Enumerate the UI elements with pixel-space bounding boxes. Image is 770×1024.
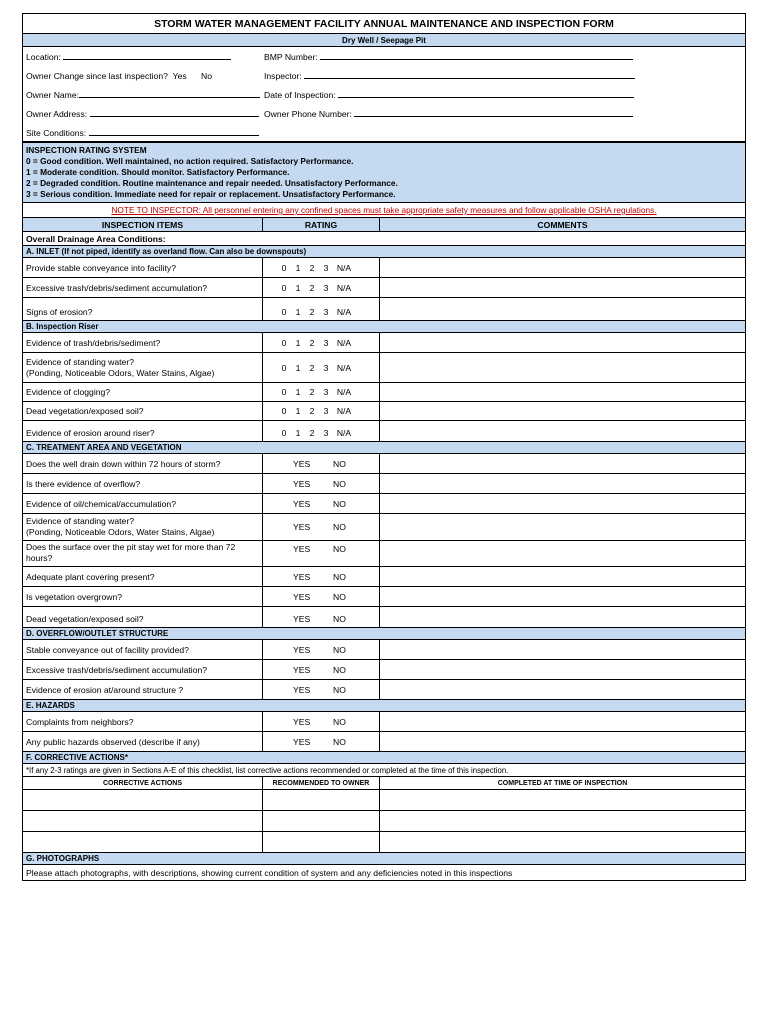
table-row <box>23 660 745 680</box>
item-label-line2: hours? <box>26 553 53 563</box>
no-option[interactable]: NO <box>333 522 346 532</box>
item-label: Provide stable conveyance into facility? <box>23 258 263 277</box>
owner-address-label: Owner Address: <box>26 109 88 119</box>
rating-selector[interactable] <box>263 421 380 441</box>
rating-1[interactable]: 1 <box>295 406 301 416</box>
no-option[interactable]: NO <box>333 458 346 469</box>
item-label: Evidence of erosion around riser? <box>23 421 263 441</box>
table-header <box>23 218 745 232</box>
no-option[interactable]: NO <box>333 736 346 747</box>
table-row <box>23 514 745 541</box>
item-label: Dead vegetation/exposed soil? <box>23 402 263 420</box>
owner-name-label: Owner Name: <box>26 90 80 100</box>
completed-cell[interactable] <box>380 832 745 852</box>
item-label: Dead vegetation/exposed soil? <box>23 607 263 627</box>
rating-0[interactable]: 0 <box>281 337 287 348</box>
header-completed: COMPLETED AT TIME OF INSPECTION <box>497 779 628 787</box>
rating-0-desc: 0 = Good condition. Well maintained, no action required. Satisfactory Performance. <box>26 156 354 166</box>
recommended-cell[interactable] <box>263 811 380 831</box>
yes-option[interactable]: YES <box>293 684 311 695</box>
table-row <box>23 353 745 383</box>
no-option[interactable]: NO <box>333 478 346 489</box>
rating-selector[interactable] <box>263 278 380 297</box>
comments-cell[interactable] <box>380 660 745 679</box>
yes-no-selector[interactable] <box>263 680 380 699</box>
comments-cell[interactable] <box>380 712 745 731</box>
item-label: Evidence of oil/chemical/accumulation? <box>23 494 263 513</box>
owner-change-yes[interactable]: Yes <box>172 70 187 81</box>
rating-1[interactable]: 1 <box>295 262 301 273</box>
rating-na[interactable]: N/A <box>336 428 352 438</box>
table-row <box>23 402 745 421</box>
corrective-action-row <box>23 790 745 811</box>
section-e-heading: E. HAZARDS <box>23 700 745 712</box>
rating-3[interactable]: 3 <box>323 406 329 416</box>
item-label: Is there evidence of overflow? <box>23 474 263 493</box>
yes-option[interactable]: YES <box>293 498 311 509</box>
rating-3[interactable]: 3 <box>323 387 329 397</box>
rating-2[interactable]: 2 <box>309 362 315 373</box>
overall-conditions: Overall Drainage Area Conditions: <box>23 232 745 246</box>
site-conditions-field[interactable] <box>26 127 259 138</box>
item-label-line1: Evidence of standing water? <box>26 356 134 367</box>
location-label: Location: <box>26 52 61 62</box>
no-option[interactable]: NO <box>333 591 346 602</box>
yes-no-selector[interactable] <box>263 541 380 566</box>
bmp-number-field[interactable] <box>264 51 633 62</box>
rating-2[interactable]: 2 <box>309 262 315 273</box>
yes-option[interactable]: YES <box>293 614 311 624</box>
section-g-heading: G. PHOTOGRAPHS <box>23 853 745 865</box>
yes-no-selector[interactable] <box>263 607 380 627</box>
comments-cell[interactable] <box>380 454 745 473</box>
comments-cell[interactable] <box>380 298 745 320</box>
comments-cell[interactable] <box>380 353 745 382</box>
section-d-heading: D. OVERFLOW/OUTLET STRUCTURE <box>23 628 745 640</box>
item-label: Excessive trash/debris/sediment accumulation? <box>23 278 263 297</box>
item-label <box>23 541 263 566</box>
rating-2[interactable]: 2 <box>309 428 315 438</box>
yes-no-selector[interactable] <box>263 514 380 540</box>
inspector-field[interactable] <box>264 70 635 81</box>
section-c-heading: C. TREATMENT AREA AND VEGETATION <box>23 442 745 454</box>
comments-cell[interactable] <box>380 258 745 277</box>
table-row <box>23 587 745 607</box>
item-label: Evidence of erosion at/around structure ? <box>23 680 263 699</box>
item-label-line2: (Ponding, Noticeable Odors, Water Stains, Algae) <box>26 367 215 378</box>
section-f-note: *If any 2-3 ratings are given in Sections A-E of this checklist, list corrective actions recommended or completed at the time of this inspection. <box>23 764 745 777</box>
rating-na[interactable]: N/A <box>336 406 352 416</box>
rating-1[interactable]: 1 <box>295 337 301 348</box>
table-row <box>23 278 745 298</box>
header-recommended: RECOMMENDED TO OWNER <box>263 777 380 789</box>
info-section <box>23 47 745 143</box>
rating-selector[interactable] <box>263 383 380 401</box>
owner-address-field[interactable] <box>26 108 259 119</box>
comments-cell[interactable] <box>380 514 745 540</box>
header-items: INSPECTION ITEMS <box>23 218 263 231</box>
recommended-cell[interactable] <box>263 832 380 852</box>
section-b-heading: B. Inspection Riser <box>23 321 745 333</box>
yes-no-selector[interactable] <box>263 660 380 679</box>
item-label-line1: Does the surface over the pit stay wet for more than 72 <box>26 542 236 552</box>
table-row <box>23 474 745 494</box>
yes-option[interactable]: YES <box>293 571 311 582</box>
table-row <box>23 680 745 700</box>
comments-cell[interactable] <box>380 567 745 586</box>
rating-na[interactable]: N/A <box>336 387 352 397</box>
rating-3[interactable]: 3 <box>323 307 329 317</box>
form-title: STORM WATER MANAGEMENT FACILITY ANNUAL MAINTENANCE AND INSPECTION FORM <box>23 14 745 34</box>
comments-cell[interactable] <box>380 474 745 493</box>
rating-na[interactable]: N/A <box>336 262 352 273</box>
yes-option[interactable]: YES <box>293 544 311 554</box>
comments-cell[interactable] <box>380 494 745 513</box>
item-label: Excessive trash/debris/sediment accumulation? <box>23 660 263 679</box>
no-option[interactable]: NO <box>333 684 346 695</box>
item-label: Signs of erosion? <box>23 298 263 320</box>
item-label <box>23 514 263 540</box>
yes-no-selector[interactable] <box>263 454 380 473</box>
location-field[interactable] <box>26 51 231 62</box>
rating-3-desc: 3 = Serious condition. Immediate need for repair or replacement. Unsatisfactory Performance. <box>26 189 396 199</box>
rating-selector[interactable] <box>263 402 380 420</box>
no-option[interactable]: NO <box>333 498 346 509</box>
yes-no-selector[interactable] <box>263 712 380 731</box>
item-label: Any public hazards observed (describe if any) <box>23 732 263 751</box>
item-label <box>23 353 263 382</box>
rating-selector[interactable] <box>263 258 380 277</box>
rating-selector[interactable] <box>263 298 380 320</box>
rating-3[interactable]: 3 <box>323 362 329 373</box>
item-label: Adequate plant covering present? <box>23 567 263 586</box>
comments-cell[interactable] <box>380 640 745 659</box>
corrective-action-cell[interactable] <box>23 790 263 810</box>
item-label: Is vegetation overgrown? <box>23 587 263 606</box>
no-option[interactable]: NO <box>333 664 346 675</box>
table-row <box>23 567 745 587</box>
table-row <box>23 421 745 442</box>
rating-na[interactable]: N/A <box>336 362 352 373</box>
yes-option[interactable]: YES <box>293 458 311 469</box>
rating-3[interactable]: 3 <box>323 428 329 438</box>
comments-cell[interactable] <box>380 383 745 401</box>
rating-system <box>23 143 745 203</box>
owner-change-label: Owner Change since last inspection? <box>26 70 168 81</box>
rating-0[interactable]: 0 <box>281 262 287 273</box>
corrective-action-row <box>23 832 745 853</box>
rating-1[interactable]: 1 <box>295 387 301 397</box>
section-f-heading: F. CORRECTIVE ACTIONS* <box>23 752 745 764</box>
rating-1[interactable]: 1 <box>295 307 301 317</box>
table-row <box>23 454 745 474</box>
rating-0[interactable]: 0 <box>281 406 287 416</box>
yes-no-selector[interactable] <box>263 567 380 586</box>
corrective-action-cell[interactable] <box>23 832 263 852</box>
yes-no-selector[interactable] <box>263 494 380 513</box>
rating-2[interactable]: 2 <box>309 406 315 416</box>
table-row <box>23 541 745 567</box>
corrective-action-cell[interactable] <box>23 811 263 831</box>
corrective-actions-header <box>23 777 745 790</box>
inspection-form <box>22 13 746 881</box>
completed-cell[interactable] <box>380 811 745 831</box>
owner-name-field[interactable] <box>26 89 260 100</box>
table-row <box>23 712 745 732</box>
table-row <box>23 640 745 660</box>
inspector-label: Inspector: <box>264 71 302 81</box>
rating-system-heading: INSPECTION RATING SYSTEM <box>26 145 147 155</box>
comments-cell[interactable] <box>380 732 745 751</box>
item-label: Evidence of trash/debris/sediment? <box>23 333 263 352</box>
table-row <box>23 298 745 321</box>
rating-2[interactable]: 2 <box>309 307 315 317</box>
yes-no-selector[interactable] <box>263 732 380 751</box>
item-label: Complaints from neighbors? <box>23 712 263 731</box>
rating-na[interactable]: N/A <box>336 307 352 317</box>
item-label: Does the well drain down within 72 hours of storm? <box>23 454 263 473</box>
table-row <box>23 494 745 514</box>
comments-cell[interactable] <box>380 278 745 297</box>
table-row <box>23 607 745 628</box>
rating-1-desc: 1 = Moderate condition. Should monitor. Satisfactory Performance. <box>26 167 290 177</box>
rating-2[interactable]: 2 <box>309 337 315 348</box>
table-row <box>23 258 745 278</box>
rating-2[interactable]: 2 <box>309 387 315 397</box>
rating-3[interactable]: 3 <box>323 282 329 293</box>
yes-option[interactable]: YES <box>293 478 311 489</box>
no-option[interactable]: NO <box>333 544 346 554</box>
photographs-instructions: Please attach photographs, with descriptions, showing current condition of system and any deficiencies noted in this inspections <box>26 867 513 878</box>
comments-cell[interactable] <box>380 421 745 441</box>
yes-no-selector[interactable] <box>263 474 380 493</box>
table-row <box>23 383 745 402</box>
no-option[interactable]: NO <box>333 644 346 655</box>
rating-1[interactable]: 1 <box>295 282 301 293</box>
rating-selector[interactable] <box>263 333 380 352</box>
header-comments: COMMENTS <box>537 219 588 230</box>
yes-option[interactable]: YES <box>293 736 311 747</box>
comments-cell[interactable] <box>380 680 745 699</box>
comments-cell[interactable] <box>380 333 745 352</box>
no-option[interactable]: NO <box>333 614 346 624</box>
inspector-note: NOTE TO INSPECTOR: All personnel entering any confined spaces must take appropriate safety measures and follow applicable OSHA regulations. <box>23 203 745 218</box>
comments-cell[interactable] <box>380 402 745 420</box>
comments-cell[interactable] <box>380 607 745 627</box>
owner-phone-label: Owner Phone Number: <box>264 109 352 119</box>
rating-2[interactable]: 2 <box>309 282 315 293</box>
item-label-line2: (Ponding, Noticeable Odors, Water Stains, Algae) <box>26 527 215 537</box>
rating-na[interactable]: N/A <box>336 282 352 293</box>
item-label: Stable conveyance out of facility provided? <box>23 640 263 659</box>
corrective-action-row <box>23 811 745 832</box>
rating-0[interactable]: 0 <box>281 387 287 397</box>
no-option[interactable]: NO <box>333 571 346 582</box>
yes-option[interactable]: YES <box>293 664 311 675</box>
bmp-number-label: BMP Number: <box>264 52 318 62</box>
form-subtitle: Dry Well / Seepage Pit <box>23 34 745 47</box>
header-corrective-actions: CORRECTIVE ACTIONS <box>23 777 263 789</box>
item-label-line1: Evidence of standing water? <box>26 516 134 526</box>
completed-cell[interactable] <box>380 790 745 810</box>
site-conditions-label: Site Conditions: <box>26 127 87 138</box>
yes-option[interactable]: YES <box>293 716 311 727</box>
rating-0[interactable]: 0 <box>281 282 287 293</box>
section-a-heading: A. INLET (If not piped, identify as overland flow. Can also be downspouts) <box>23 246 745 258</box>
yes-option[interactable]: YES <box>293 591 311 602</box>
yes-option[interactable]: YES <box>293 522 311 532</box>
rating-0[interactable]: 0 <box>281 428 287 438</box>
rating-0[interactable]: 0 <box>281 307 287 317</box>
date-of-inspection-label: Date of Inspection: <box>264 90 336 100</box>
item-label: Evidence of clogging? <box>23 383 263 401</box>
yes-no-selector[interactable] <box>263 587 380 606</box>
rating-0[interactable]: 0 <box>281 362 287 373</box>
rating-selector[interactable] <box>263 353 380 382</box>
yes-no-selector[interactable] <box>263 640 380 659</box>
owner-change-field <box>26 71 212 81</box>
rating-1[interactable]: 1 <box>295 428 301 438</box>
no-option[interactable]: NO <box>333 716 346 727</box>
rating-3[interactable]: 3 <box>323 262 329 273</box>
header-rating: RATING <box>263 218 380 231</box>
date-of-inspection-field[interactable] <box>264 89 634 100</box>
comments-cell[interactable] <box>380 587 745 606</box>
table-row <box>23 333 745 353</box>
rating-3[interactable]: 3 <box>323 337 329 348</box>
comments-cell[interactable] <box>380 541 745 566</box>
owner-phone-field[interactable] <box>264 108 633 119</box>
yes-option[interactable]: YES <box>293 644 311 655</box>
rating-1[interactable]: 1 <box>295 362 301 373</box>
rating-na[interactable]: N/A <box>336 337 352 348</box>
recommended-cell[interactable] <box>263 790 380 810</box>
table-row <box>23 732 745 752</box>
owner-change-no[interactable]: No <box>201 70 213 81</box>
rating-2-desc: 2 = Degraded condition. Routine maintenance and repair needed. Unsatisfactory Performance. <box>26 178 398 188</box>
